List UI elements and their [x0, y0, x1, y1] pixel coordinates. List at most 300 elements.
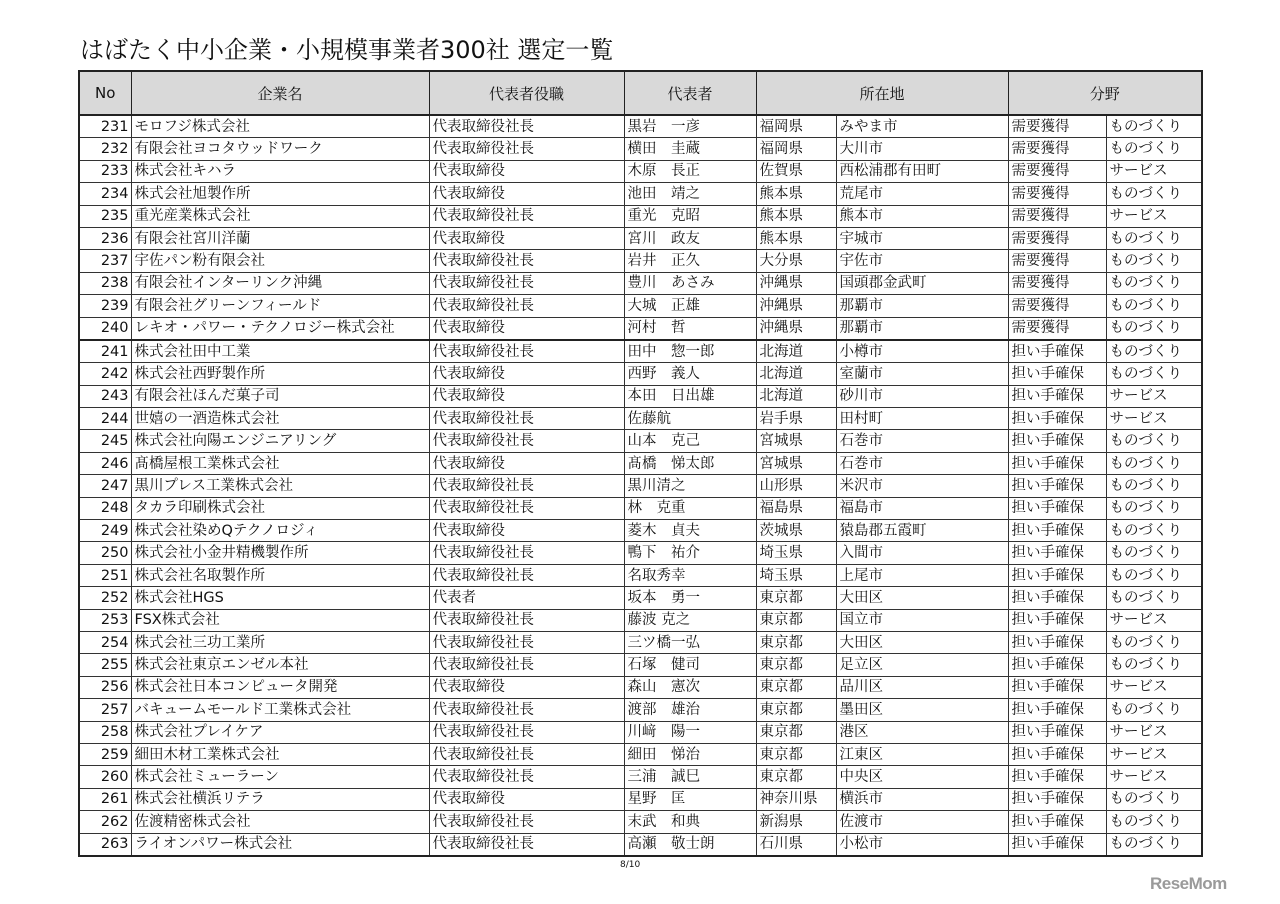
field-category: 担い手確保: [1008, 363, 1106, 385]
representative: 河村 哲: [624, 317, 756, 340]
prefecture: 東京都: [756, 676, 836, 698]
city: 那覇市: [836, 317, 1008, 340]
field-category: 担い手確保: [1008, 385, 1106, 407]
company-name: 株式会社ミューラーン: [131, 766, 429, 788]
company-name: 株式会社東京エンゼル本社: [131, 654, 429, 676]
field-type: サービス: [1106, 721, 1202, 743]
field-type: ものづくり: [1106, 340, 1202, 363]
table-row: [79, 295, 1202, 317]
prefecture: 宮城県: [756, 452, 836, 474]
field-type: ものづくり: [1106, 631, 1202, 653]
field-type: ものづくり: [1106, 452, 1202, 474]
company-name: 重光産業株式会社: [131, 205, 429, 227]
field-category: 需要獲得: [1008, 250, 1106, 272]
representative: 坂本 勇一: [624, 587, 756, 609]
field-category: 担い手確保: [1008, 609, 1106, 631]
row-no: 245: [79, 430, 131, 452]
representative: 黒岩 一彦: [624, 115, 756, 138]
representative: 森山 憲次: [624, 676, 756, 698]
company-table: [78, 70, 1203, 857]
field-category: 需要獲得: [1008, 138, 1106, 160]
representative: 川﨑 陽一: [624, 721, 756, 743]
field-type: ものづくり: [1106, 250, 1202, 272]
prefecture: 福岡県: [756, 115, 836, 138]
representative: 三浦 誠巳: [624, 766, 756, 788]
field-category: 担い手確保: [1008, 520, 1106, 542]
field-category: 需要獲得: [1008, 227, 1106, 249]
field-type: ものづくり: [1106, 138, 1202, 160]
field-type: ものづくり: [1106, 699, 1202, 721]
representative: 豊川 あさみ: [624, 272, 756, 294]
field-category: 担い手確保: [1008, 721, 1106, 743]
table-row: [79, 743, 1202, 765]
city: 横浜市: [836, 788, 1008, 810]
city: 国立市: [836, 609, 1008, 631]
row-no: 232: [79, 138, 131, 160]
row-no: 263: [79, 833, 131, 856]
field-category: 担い手確保: [1008, 542, 1106, 564]
table-row: [79, 250, 1202, 272]
field-category: 需要獲得: [1008, 115, 1106, 138]
city: 上尾市: [836, 564, 1008, 586]
table-row: [79, 385, 1202, 407]
field-type: ものづくり: [1106, 497, 1202, 519]
field-type: ものづくり: [1106, 788, 1202, 810]
table-row: [79, 317, 1202, 340]
field-category: 担い手確保: [1008, 564, 1106, 586]
position: 代表取締役社長: [429, 430, 624, 452]
prefecture: 福島県: [756, 497, 836, 519]
representative: 藤波 克之: [624, 609, 756, 631]
field-category: 担い手確保: [1008, 654, 1106, 676]
city: 宇城市: [836, 227, 1008, 249]
prefecture: 北海道: [756, 385, 836, 407]
city: 佐渡市: [836, 811, 1008, 833]
field-type: ものづくり: [1106, 833, 1202, 856]
row-no: 258: [79, 721, 131, 743]
field-category: 需要獲得: [1008, 160, 1106, 182]
table-row: [79, 497, 1202, 519]
representative: 末武 和典: [624, 811, 756, 833]
company-name: 有限会社グリーンフィールド: [131, 295, 429, 317]
city: 国頭郡金武町: [836, 272, 1008, 294]
field-type: ものづくり: [1106, 115, 1202, 138]
representative: 菱木 貞夫: [624, 520, 756, 542]
field-category: 担い手確保: [1008, 811, 1106, 833]
prefecture: 東京都: [756, 721, 836, 743]
row-no: 243: [79, 385, 131, 407]
city: 小松市: [836, 833, 1008, 856]
table-row: [79, 475, 1202, 497]
table-row: [79, 160, 1202, 182]
row-no: 259: [79, 743, 131, 765]
representative: 渡部 雄治: [624, 699, 756, 721]
prefecture: 山形県: [756, 475, 836, 497]
table-row: [79, 205, 1202, 227]
company-name: 株式会社日本コンピュータ開発: [131, 676, 429, 698]
city: 石巻市: [836, 430, 1008, 452]
field-type: ものづくり: [1106, 430, 1202, 452]
position: 代表取締役: [429, 788, 624, 810]
field-type: ものづくり: [1106, 227, 1202, 249]
page-title: はばたく中小企業・小規模事業者300社 選定一覧: [80, 36, 614, 64]
table-row: [79, 564, 1202, 586]
table-row: [79, 609, 1202, 631]
field-category: 需要獲得: [1008, 317, 1106, 340]
prefecture: 埼玉県: [756, 564, 836, 586]
position: 代表取締役社長: [429, 609, 624, 631]
company-name: 株式会社HGS: [131, 587, 429, 609]
representative: 石塚 健司: [624, 654, 756, 676]
company-name: FSX株式会社: [131, 609, 429, 631]
field-category: 担い手確保: [1008, 452, 1106, 474]
position: 代表取締役社長: [429, 475, 624, 497]
field-type: ものづくり: [1106, 363, 1202, 385]
position: 代表取締役: [429, 520, 624, 542]
company-name: タカラ印刷株式会社: [131, 497, 429, 519]
field-category: 担い手確保: [1008, 408, 1106, 430]
company-name: 有限会社ヨコタウッドワーク: [131, 138, 429, 160]
prefecture: 東京都: [756, 587, 836, 609]
row-no: 244: [79, 408, 131, 430]
header-representative: 代表者: [624, 71, 756, 115]
field-type: サービス: [1106, 676, 1202, 698]
representative: 鴨下 祐介: [624, 542, 756, 564]
company-name: 株式会社横浜リテラ: [131, 788, 429, 810]
city: みやま市: [836, 115, 1008, 138]
city: 那覇市: [836, 295, 1008, 317]
representative: 横田 圭蔵: [624, 138, 756, 160]
field-category: 需要獲得: [1008, 205, 1106, 227]
representative: 田中 惣一郎: [624, 340, 756, 363]
company-name: モロフジ株式会社: [131, 115, 429, 138]
field-type: ものづくり: [1106, 520, 1202, 542]
field-type: ものづくり: [1106, 654, 1202, 676]
company-name: レキオ・パワー・テクノロジー株式会社: [131, 317, 429, 340]
position: 代表取締役: [429, 317, 624, 340]
position: 代表者: [429, 587, 624, 609]
field-category: 担い手確保: [1008, 766, 1106, 788]
position: 代表取締役: [429, 227, 624, 249]
prefecture: 佐賀県: [756, 160, 836, 182]
city: 大田区: [836, 587, 1008, 609]
field-type: ものづくり: [1106, 183, 1202, 205]
prefecture: 新潟県: [756, 811, 836, 833]
table-row: [79, 452, 1202, 474]
row-no: 248: [79, 497, 131, 519]
table-row: [79, 654, 1202, 676]
row-no: 253: [79, 609, 131, 631]
field-category: 担い手確保: [1008, 676, 1106, 698]
company-name: 有限会社宮川洋蘭: [131, 227, 429, 249]
field-type: ものづくり: [1106, 811, 1202, 833]
prefecture: 熊本県: [756, 183, 836, 205]
prefecture: 東京都: [756, 654, 836, 676]
city: 石巻市: [836, 452, 1008, 474]
city: 西松浦郡有田町: [836, 160, 1008, 182]
field-type: サービス: [1106, 766, 1202, 788]
table-row: [79, 227, 1202, 249]
company-name: 宇佐パン粉有限会社: [131, 250, 429, 272]
table-row: [79, 811, 1202, 833]
city: 港区: [836, 721, 1008, 743]
position: 代表取締役社長: [429, 721, 624, 743]
representative: 名取秀幸: [624, 564, 756, 586]
position: 代表取締役社長: [429, 138, 624, 160]
row-no: 250: [79, 542, 131, 564]
table-row: [79, 115, 1202, 138]
company-name: 株式会社名取製作所: [131, 564, 429, 586]
company-name: 黒川プレス工業株式会社: [131, 475, 429, 497]
representative: 宮川 政友: [624, 227, 756, 249]
company-name: ライオンパワー株式会社: [131, 833, 429, 856]
prefecture: 沖縄県: [756, 317, 836, 340]
header-field: 分野: [1008, 71, 1202, 115]
company-name: 株式会社旭製作所: [131, 183, 429, 205]
representative: 岩井 正久: [624, 250, 756, 272]
prefecture: 大分県: [756, 250, 836, 272]
representative: 細田 悌治: [624, 743, 756, 765]
field-type: ものづくり: [1106, 542, 1202, 564]
field-type: ものづくり: [1106, 272, 1202, 294]
row-no: 251: [79, 564, 131, 586]
row-no: 241: [79, 340, 131, 363]
city: 大川市: [836, 138, 1008, 160]
row-no: 238: [79, 272, 131, 294]
table-row: [79, 631, 1202, 653]
position: 代表取締役社長: [429, 497, 624, 519]
city: 足立区: [836, 654, 1008, 676]
city: 田村町: [836, 408, 1008, 430]
city: 入間市: [836, 542, 1008, 564]
company-name: 株式会社プレイケア: [131, 721, 429, 743]
company-name: 髙橋屋根工業株式会社: [131, 452, 429, 474]
position: 代表取締役社長: [429, 250, 624, 272]
prefecture: 熊本県: [756, 205, 836, 227]
position: 代表取締役社長: [429, 564, 624, 586]
representative: 髙橋 悌太郎: [624, 452, 756, 474]
table-row: [79, 272, 1202, 294]
city: 砂川市: [836, 385, 1008, 407]
city: 品川区: [836, 676, 1008, 698]
city: 大田区: [836, 631, 1008, 653]
field-category: 担い手確保: [1008, 340, 1106, 363]
row-no: 239: [79, 295, 131, 317]
representative: 三ツ橋一弘: [624, 631, 756, 653]
representative: 西野 義人: [624, 363, 756, 385]
row-no: 257: [79, 699, 131, 721]
table-row: [79, 833, 1202, 856]
field-category: 需要獲得: [1008, 272, 1106, 294]
position: 代表取締役: [429, 160, 624, 182]
prefecture: 神奈川県: [756, 788, 836, 810]
position: 代表取締役社長: [429, 654, 624, 676]
row-no: 237: [79, 250, 131, 272]
prefecture: 岩手県: [756, 408, 836, 430]
representative: 黒川清之: [624, 475, 756, 497]
prefecture: 東京都: [756, 609, 836, 631]
position: 代表取締役社長: [429, 811, 624, 833]
prefecture: 福岡県: [756, 138, 836, 160]
field-type: サービス: [1106, 743, 1202, 765]
row-no: 255: [79, 654, 131, 676]
representative: 佐藤航: [624, 408, 756, 430]
field-category: 需要獲得: [1008, 183, 1106, 205]
field-type: サービス: [1106, 609, 1202, 631]
row-no: 247: [79, 475, 131, 497]
position: 代表取締役社長: [429, 542, 624, 564]
representative: 池田 靖之: [624, 183, 756, 205]
city: 猿島郡五霞町: [836, 520, 1008, 542]
city: 室蘭市: [836, 363, 1008, 385]
representative: 山本 克己: [624, 430, 756, 452]
prefecture: 沖縄県: [756, 272, 836, 294]
position: 代表取締役: [429, 183, 624, 205]
company-name: 佐渡精密株式会社: [131, 811, 429, 833]
header-no: No: [79, 71, 131, 115]
field-type: ものづくり: [1106, 475, 1202, 497]
page-number: 8/10: [620, 860, 641, 870]
city: 宇佐市: [836, 250, 1008, 272]
field-category: 担い手確保: [1008, 430, 1106, 452]
position: 代表取締役: [429, 452, 624, 474]
prefecture: 東京都: [756, 631, 836, 653]
city: 福島市: [836, 497, 1008, 519]
table-row: [79, 542, 1202, 564]
field-category: 需要獲得: [1008, 295, 1106, 317]
position: 代表取締役社長: [429, 699, 624, 721]
table-row: [79, 520, 1202, 542]
table-row: [79, 788, 1202, 810]
row-no: 234: [79, 183, 131, 205]
field-category: 担い手確保: [1008, 587, 1106, 609]
table-row: [79, 721, 1202, 743]
position: 代表取締役: [429, 363, 624, 385]
row-no: 256: [79, 676, 131, 698]
field-category: 担い手確保: [1008, 788, 1106, 810]
field-type: ものづくり: [1106, 295, 1202, 317]
resemom-logo: ReseMom: [1150, 874, 1227, 893]
prefecture: 熊本県: [756, 227, 836, 249]
representative: 林 克重: [624, 497, 756, 519]
table-row: [79, 363, 1202, 385]
row-no: 242: [79, 363, 131, 385]
city: 中央区: [836, 766, 1008, 788]
field-type: サービス: [1106, 160, 1202, 182]
field-category: 担い手確保: [1008, 699, 1106, 721]
representative: 木原 長正: [624, 160, 756, 182]
position: 代表取締役社長: [429, 115, 624, 138]
field-type: ものづくり: [1106, 564, 1202, 586]
position: 代表取締役社長: [429, 631, 624, 653]
prefecture: 東京都: [756, 743, 836, 765]
table-row: [79, 766, 1202, 788]
position: 代表取締役社長: [429, 295, 624, 317]
city: 米沢市: [836, 475, 1008, 497]
header-location: 所在地: [756, 71, 1008, 115]
row-no: 249: [79, 520, 131, 542]
table-row: [79, 408, 1202, 430]
city: 荒尾市: [836, 183, 1008, 205]
table-row: [79, 340, 1202, 363]
row-no: 252: [79, 587, 131, 609]
position: 代表取締役社長: [429, 272, 624, 294]
row-no: 231: [79, 115, 131, 138]
position: 代表取締役: [429, 385, 624, 407]
company-name: 有限会社ほんだ菓子司: [131, 385, 429, 407]
representative: 重光 克昭: [624, 205, 756, 227]
representative: 大城 正雄: [624, 295, 756, 317]
position: 代表取締役社長: [429, 766, 624, 788]
table-row: [79, 183, 1202, 205]
representative: 星野 匡: [624, 788, 756, 810]
prefecture: 東京都: [756, 699, 836, 721]
field-type: サービス: [1106, 205, 1202, 227]
position: 代表取締役社長: [429, 743, 624, 765]
company-name: 有限会社インターリンク沖縄: [131, 272, 429, 294]
header-position: 代表者役職: [429, 71, 624, 115]
company-name: 株式会社西野製作所: [131, 363, 429, 385]
header-row: [79, 71, 1202, 115]
city: 熊本市: [836, 205, 1008, 227]
table-row: [79, 587, 1202, 609]
prefecture: 北海道: [756, 363, 836, 385]
table-row: [79, 138, 1202, 160]
company-name: 株式会社向陽エンジニアリング: [131, 430, 429, 452]
company-name: 株式会社三功工業所: [131, 631, 429, 653]
prefecture: 沖縄県: [756, 295, 836, 317]
row-no: 236: [79, 227, 131, 249]
header-company: 企業名: [131, 71, 429, 115]
row-no: 246: [79, 452, 131, 474]
prefecture: 北海道: [756, 340, 836, 363]
row-no: 240: [79, 317, 131, 340]
company-name: バキュームモールド工業株式会社: [131, 699, 429, 721]
field-type: サービス: [1106, 408, 1202, 430]
prefecture: 東京都: [756, 766, 836, 788]
prefecture: 石川県: [756, 833, 836, 856]
company-name: 世嬉の一酒造株式会社: [131, 408, 429, 430]
field-type: サービス: [1106, 385, 1202, 407]
company-name: 株式会社田中工業: [131, 340, 429, 363]
position: 代表取締役社長: [429, 833, 624, 856]
row-no: 233: [79, 160, 131, 182]
row-no: 235: [79, 205, 131, 227]
table-row: [79, 676, 1202, 698]
row-no: 262: [79, 811, 131, 833]
representative: 高瀬 敬士朗: [624, 833, 756, 856]
city: 墨田区: [836, 699, 1008, 721]
representative: 本田 日出雄: [624, 385, 756, 407]
company-name: 細田木材工業株式会社: [131, 743, 429, 765]
table-row: [79, 699, 1202, 721]
field-category: 担い手確保: [1008, 743, 1106, 765]
row-no: 254: [79, 631, 131, 653]
position: 代表取締役: [429, 676, 624, 698]
company-name: 株式会社染めQテクノロジィ: [131, 520, 429, 542]
city: 小樽市: [836, 340, 1008, 363]
field-category: 担い手確保: [1008, 497, 1106, 519]
row-no: 261: [79, 788, 131, 810]
table-row: [79, 430, 1202, 452]
prefecture: 茨城県: [756, 520, 836, 542]
row-no: 260: [79, 766, 131, 788]
prefecture: 埼玉県: [756, 542, 836, 564]
position: 代表取締役社長: [429, 340, 624, 363]
field-category: 担い手確保: [1008, 833, 1106, 856]
position: 代表取締役社長: [429, 205, 624, 227]
field-type: ものづくり: [1106, 587, 1202, 609]
